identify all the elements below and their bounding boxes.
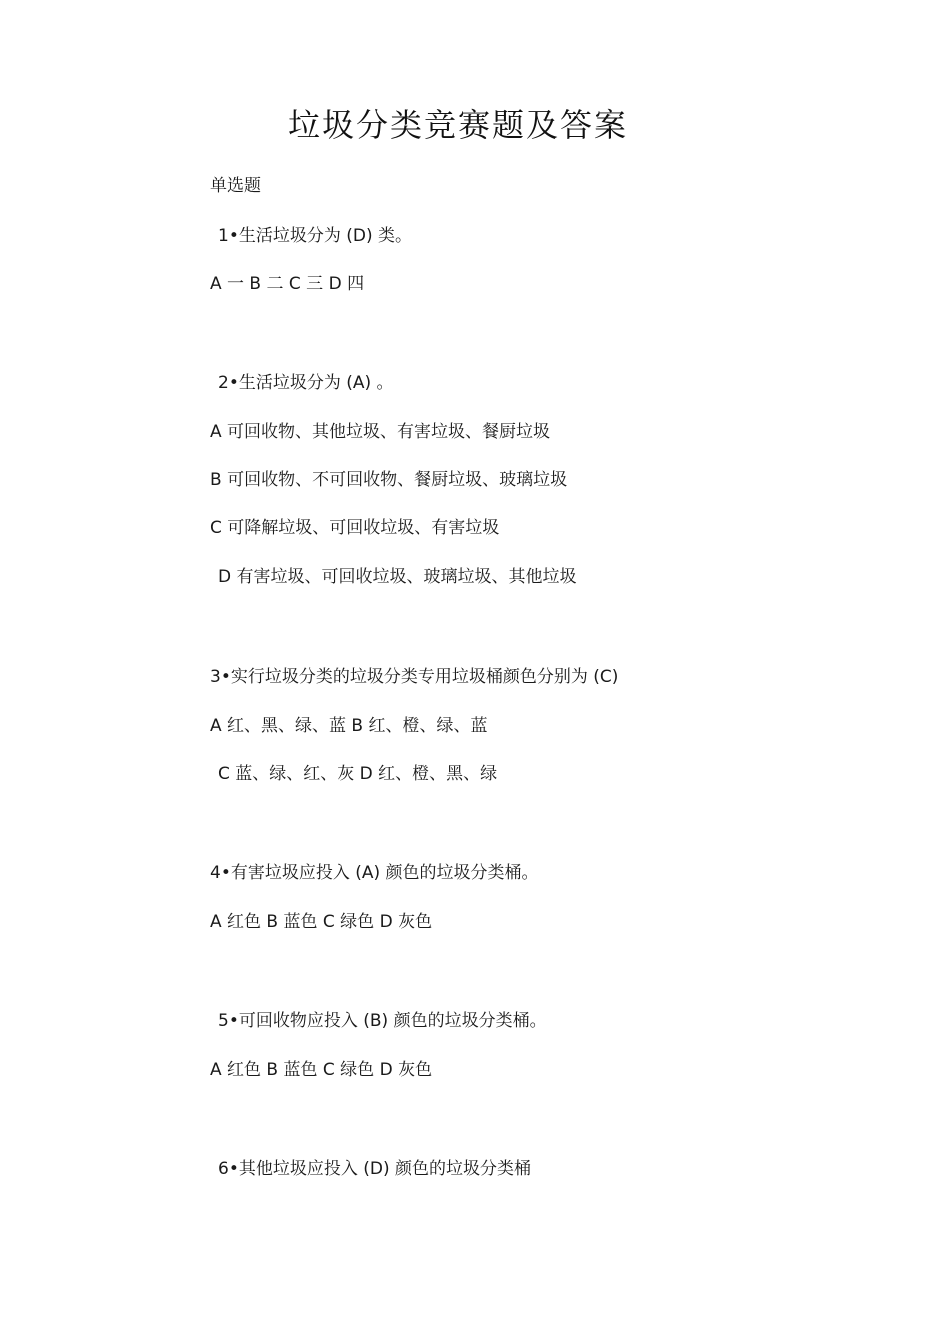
- question-6-stem: 6•其他垃圾应投入 (D) 颜色的垃圾分类桶: [218, 1159, 532, 1179]
- question-2-option-a: A 可回收物、其他垃圾、有害垃圾、餐厨垃圾: [210, 422, 551, 442]
- question-3-stem: 3•实行垃圾分类的垃圾分类专用垃圾桶颜色分别为 (C): [210, 667, 619, 687]
- question-1-stem: 1•生活垃圾分为 (D) 类。: [218, 226, 413, 246]
- question-1-option: A 一 B 二 C 三 D 四: [210, 274, 365, 294]
- question-3-option-line-1: A 红、黑、绿、蓝 B 红、橙、绿、蓝: [210, 716, 488, 736]
- question-3-option-line-2: C 蓝、绿、红、灰 D 红、橙、黑、绿: [218, 764, 498, 784]
- question-5-option: A 红色 B 蓝色 C 绿色 D 灰色: [210, 1060, 433, 1080]
- question-2-option-c: C 可降解垃圾、可回收垃圾、有害垃圾: [210, 518, 500, 538]
- question-5-stem: 5•可回收物应投入 (B) 颜色的垃圾分类桶。: [218, 1011, 547, 1031]
- question-4-stem: 4•有害垃圾应投入 (A) 颜色的垃圾分类桶。: [210, 863, 539, 883]
- question-2-stem: 2•生活垃圾分为 (A) 。: [218, 373, 394, 393]
- section-heading: 单选题: [210, 176, 261, 196]
- question-2-option-b: B 可回收物、不可回收物、餐厨垃圾、玻璃垃圾: [210, 470, 568, 490]
- question-2-option-d: D 有害垃圾、可回收垃圾、玻璃垃圾、其他垃圾: [218, 567, 577, 587]
- document-title: 垃圾分类竞赛题及答案: [287, 106, 628, 144]
- question-4-option: A 红色 B 蓝色 C 绿色 D 灰色: [210, 912, 433, 932]
